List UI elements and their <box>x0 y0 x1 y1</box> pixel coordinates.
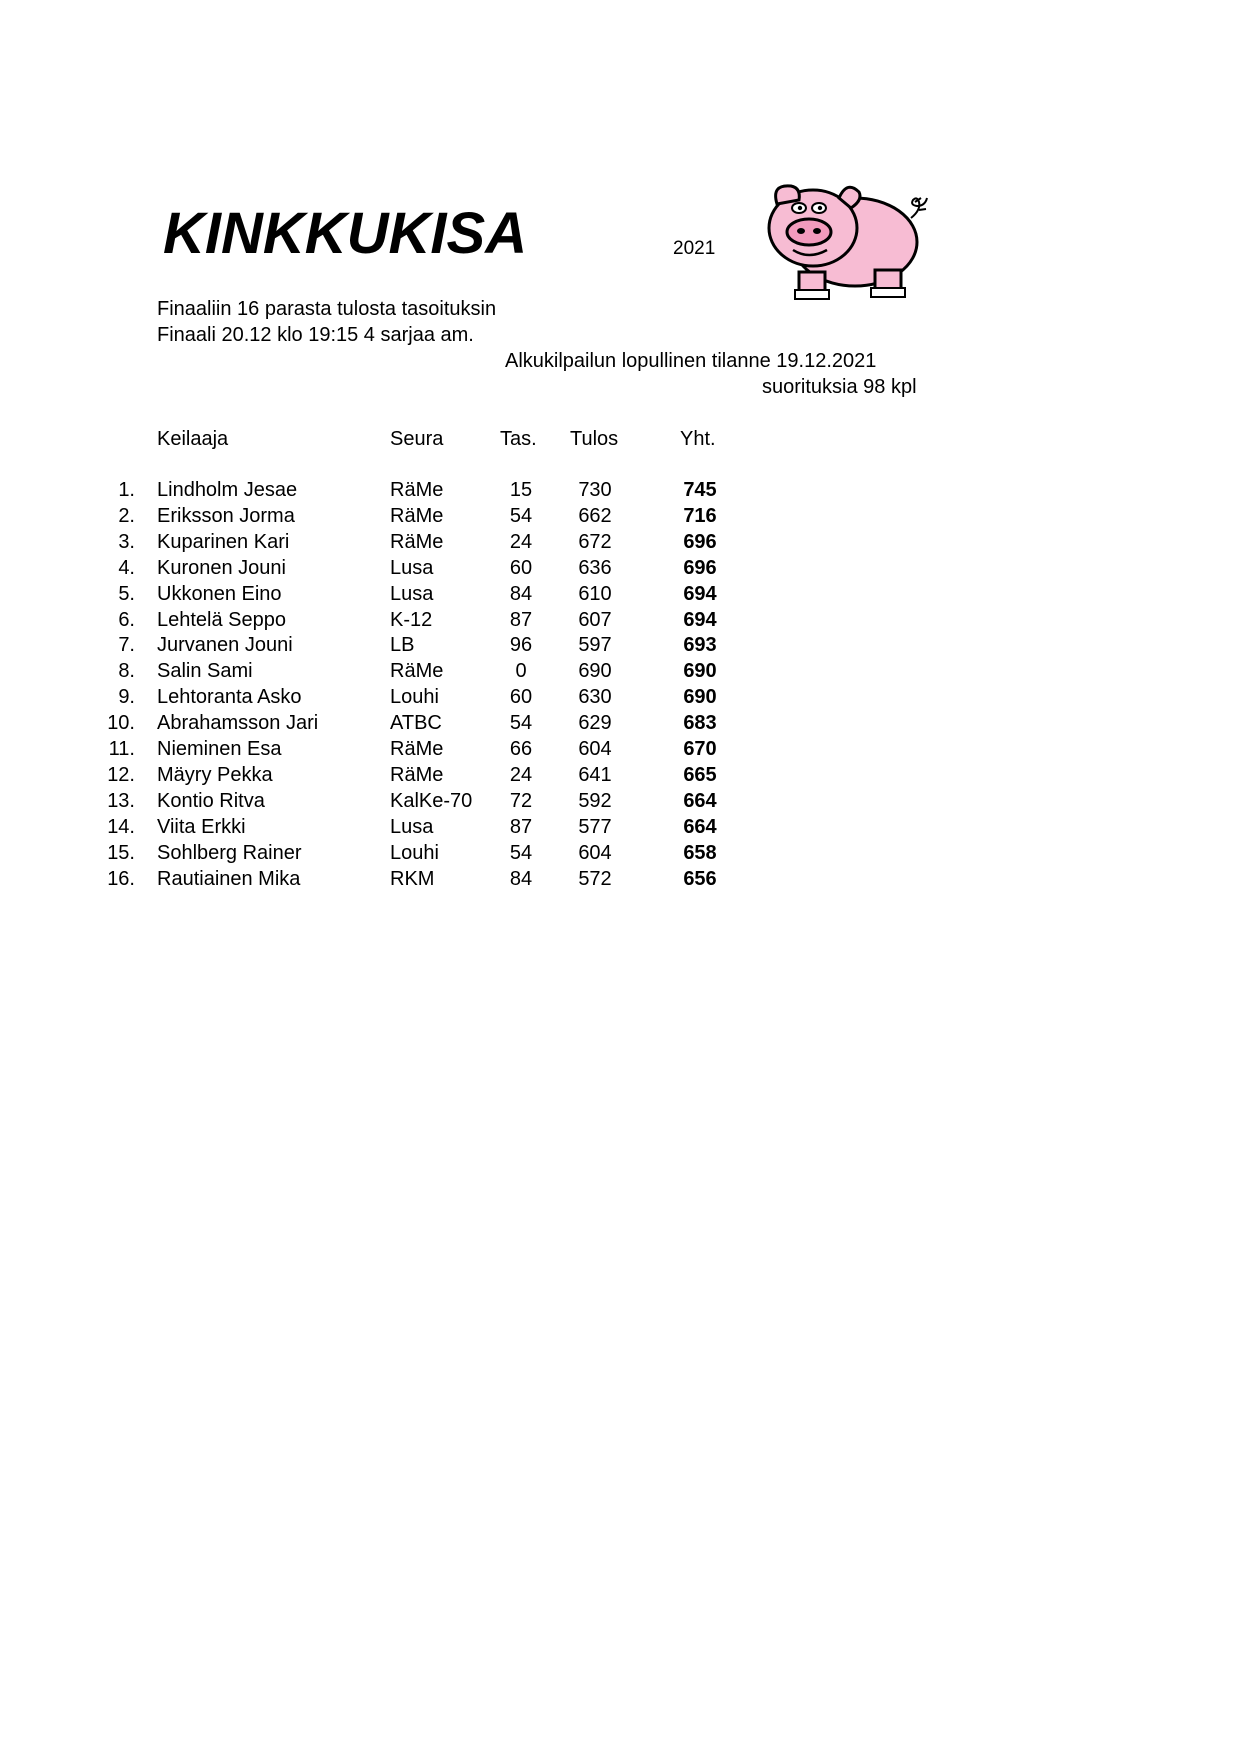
handicap-cell: 60 <box>509 686 533 709</box>
bowler-name-cell: Kuparinen Kari <box>157 530 290 553</box>
score-cell: 636 <box>578 556 612 579</box>
total-cell: 745 <box>683 479 717 501</box>
club-cell: RKM <box>390 867 435 890</box>
score-cell: 592 <box>578 789 612 812</box>
total-cell: 716 <box>683 504 717 527</box>
bowler-name-cell: Viita Erkki <box>157 815 246 838</box>
rank-cell: 2. <box>118 504 135 527</box>
score-cell: 604 <box>578 738 612 760</box>
column-header-club: Seura <box>390 428 444 450</box>
total-cell: 694 <box>683 582 717 605</box>
total-cell: 665 <box>683 763 717 786</box>
score-cell: 610 <box>578 582 612 605</box>
club-cell: Lusa <box>390 815 434 838</box>
club-cell: RäMe <box>390 738 444 760</box>
rank-cell: 3. <box>118 530 135 553</box>
rank-cell: 6. <box>118 608 135 631</box>
handicap-cell: 84 <box>509 867 533 890</box>
total-cell: 670 <box>683 738 717 760</box>
club-cell: KalKe-70 <box>390 789 473 812</box>
total-cell: 693 <box>683 634 717 657</box>
handicap-cell: 84 <box>509 582 533 605</box>
pig-icon <box>743 180 943 304</box>
bowler-name-cell: Ukkonen Eino <box>157 582 282 605</box>
rank-cell: 14. <box>107 815 135 838</box>
club-cell: RäMe <box>390 479 444 501</box>
total-cell: 664 <box>683 789 717 812</box>
handicap-cell: 24 <box>509 763 533 786</box>
bowler-name-cell: Rautiainen Mika <box>157 867 301 890</box>
club-cell: K-12 <box>390 608 433 631</box>
club-cell: RäMe <box>390 660 444 683</box>
bowler-name-cell: Abrahamsson Jari <box>157 712 319 735</box>
score-cell: 604 <box>578 841 612 864</box>
table-row <box>0 634 1242 660</box>
club-cell: Lusa <box>390 556 434 579</box>
rank-cell: 15. <box>107 841 135 864</box>
total-cell: 696 <box>683 530 717 553</box>
table-row <box>0 479 1242 505</box>
bowler-name-cell: Kuronen Jouni <box>157 556 286 579</box>
info-finalists: Finaaliin 16 parasta tulosta tasoituksin <box>157 298 497 320</box>
year-label: 2021 <box>673 238 716 259</box>
bowler-name-cell: Mäyry Pekka <box>157 763 273 786</box>
score-cell: 572 <box>578 867 612 890</box>
handicap-cell: 54 <box>509 504 533 527</box>
handicap-cell: 24 <box>509 530 533 553</box>
page-title: KINKKUKISA <box>163 201 528 266</box>
score-cell: 730 <box>578 479 612 501</box>
handicap-cell: 15 <box>509 479 533 501</box>
bowler-name-cell: Jurvanen Jouni <box>157 634 293 657</box>
handicap-cell: 54 <box>509 841 533 864</box>
bowler-name-cell: Kontio Ritva <box>157 789 265 812</box>
club-cell: Louhi <box>390 686 439 709</box>
handicap-cell: 87 <box>509 608 533 631</box>
bowler-name-cell: Eriksson Jorma <box>157 504 295 527</box>
rank-cell: 5. <box>118 582 135 605</box>
score-cell: 597 <box>578 634 612 657</box>
score-cell: 690 <box>578 660 612 683</box>
bowler-name-cell: Salin Sami <box>157 660 253 683</box>
table-row <box>0 505 1242 531</box>
rank-cell: 13. <box>107 789 135 812</box>
club-cell: RäMe <box>390 763 444 786</box>
table-row <box>0 738 1242 764</box>
rank-cell: 9. <box>118 686 135 709</box>
handicap-cell: 0 <box>515 660 527 683</box>
rank-cell: 8. <box>118 660 135 683</box>
bowler-name-cell: Lindholm Jesae <box>157 479 298 501</box>
total-cell: 694 <box>683 608 717 631</box>
table-row <box>0 557 1242 583</box>
club-cell: LB <box>390 634 415 657</box>
rank-cell: 12. <box>107 763 135 786</box>
score-cell: 577 <box>578 815 612 838</box>
column-header-name: Keilaaja <box>157 428 229 450</box>
handicap-cell: 96 <box>509 634 533 657</box>
table-row <box>0 764 1242 790</box>
bowler-name-cell: Sohlberg Rainer <box>157 841 302 864</box>
column-header-handicap: Tas. <box>500 428 537 450</box>
rank-cell: 16. <box>107 867 135 890</box>
rank-cell: 7. <box>118 634 135 657</box>
score-cell: 672 <box>578 530 612 553</box>
rank-cell: 10. <box>107 712 135 735</box>
club-cell: ATBC <box>390 712 442 735</box>
total-cell: 664 <box>683 815 717 838</box>
total-cell: 683 <box>683 712 717 735</box>
score-cell: 641 <box>578 763 612 786</box>
handicap-cell: 72 <box>509 789 533 812</box>
table-row <box>0 686 1242 712</box>
table-row <box>0 660 1242 686</box>
info-final-time: Finaali 20.12 klo 19:15 4 sarjaa am. <box>157 324 474 346</box>
handicap-cell: 54 <box>509 712 533 735</box>
table-row <box>0 816 1242 842</box>
club-cell: RäMe <box>390 530 444 553</box>
total-cell: 656 <box>683 867 717 890</box>
score-cell: 662 <box>578 504 612 527</box>
club-cell: RäMe <box>390 504 444 527</box>
handicap-cell: 87 <box>509 815 533 838</box>
total-cell: 658 <box>683 841 717 864</box>
table-row <box>0 790 1242 816</box>
club-cell: Lusa <box>390 582 434 605</box>
info-entries-count: suorituksia 98 kpl <box>762 376 917 398</box>
handicap-cell: 66 <box>509 738 533 760</box>
rank-cell: 1. <box>118 479 135 501</box>
rank-cell: 11. <box>108 738 135 760</box>
table-row <box>0 712 1242 738</box>
table-row <box>0 842 1242 868</box>
score-cell: 607 <box>578 608 612 631</box>
bowler-name-cell: Lehtelä Seppo <box>157 608 287 631</box>
total-cell: 690 <box>683 660 717 683</box>
table-row <box>0 868 1242 894</box>
table-row <box>0 583 1242 609</box>
bowler-name-cell: Lehtoranta Asko <box>157 686 302 709</box>
info-status-date: Alkukilpailun lopullinen tilanne 19.12.2021 <box>505 350 877 372</box>
column-header-score: Tulos <box>570 428 619 450</box>
club-cell: Louhi <box>390 841 439 864</box>
table-row <box>0 531 1242 557</box>
bowler-name-cell: Nieminen Esa <box>157 738 282 760</box>
score-cell: 629 <box>578 712 612 735</box>
column-header-total: Yht. <box>680 428 716 450</box>
total-cell: 696 <box>683 556 717 579</box>
total-cell: 690 <box>683 686 717 709</box>
handicap-cell: 60 <box>509 556 533 579</box>
table-row <box>0 609 1242 635</box>
rank-cell: 4. <box>118 556 135 579</box>
score-cell: 630 <box>578 686 612 709</box>
